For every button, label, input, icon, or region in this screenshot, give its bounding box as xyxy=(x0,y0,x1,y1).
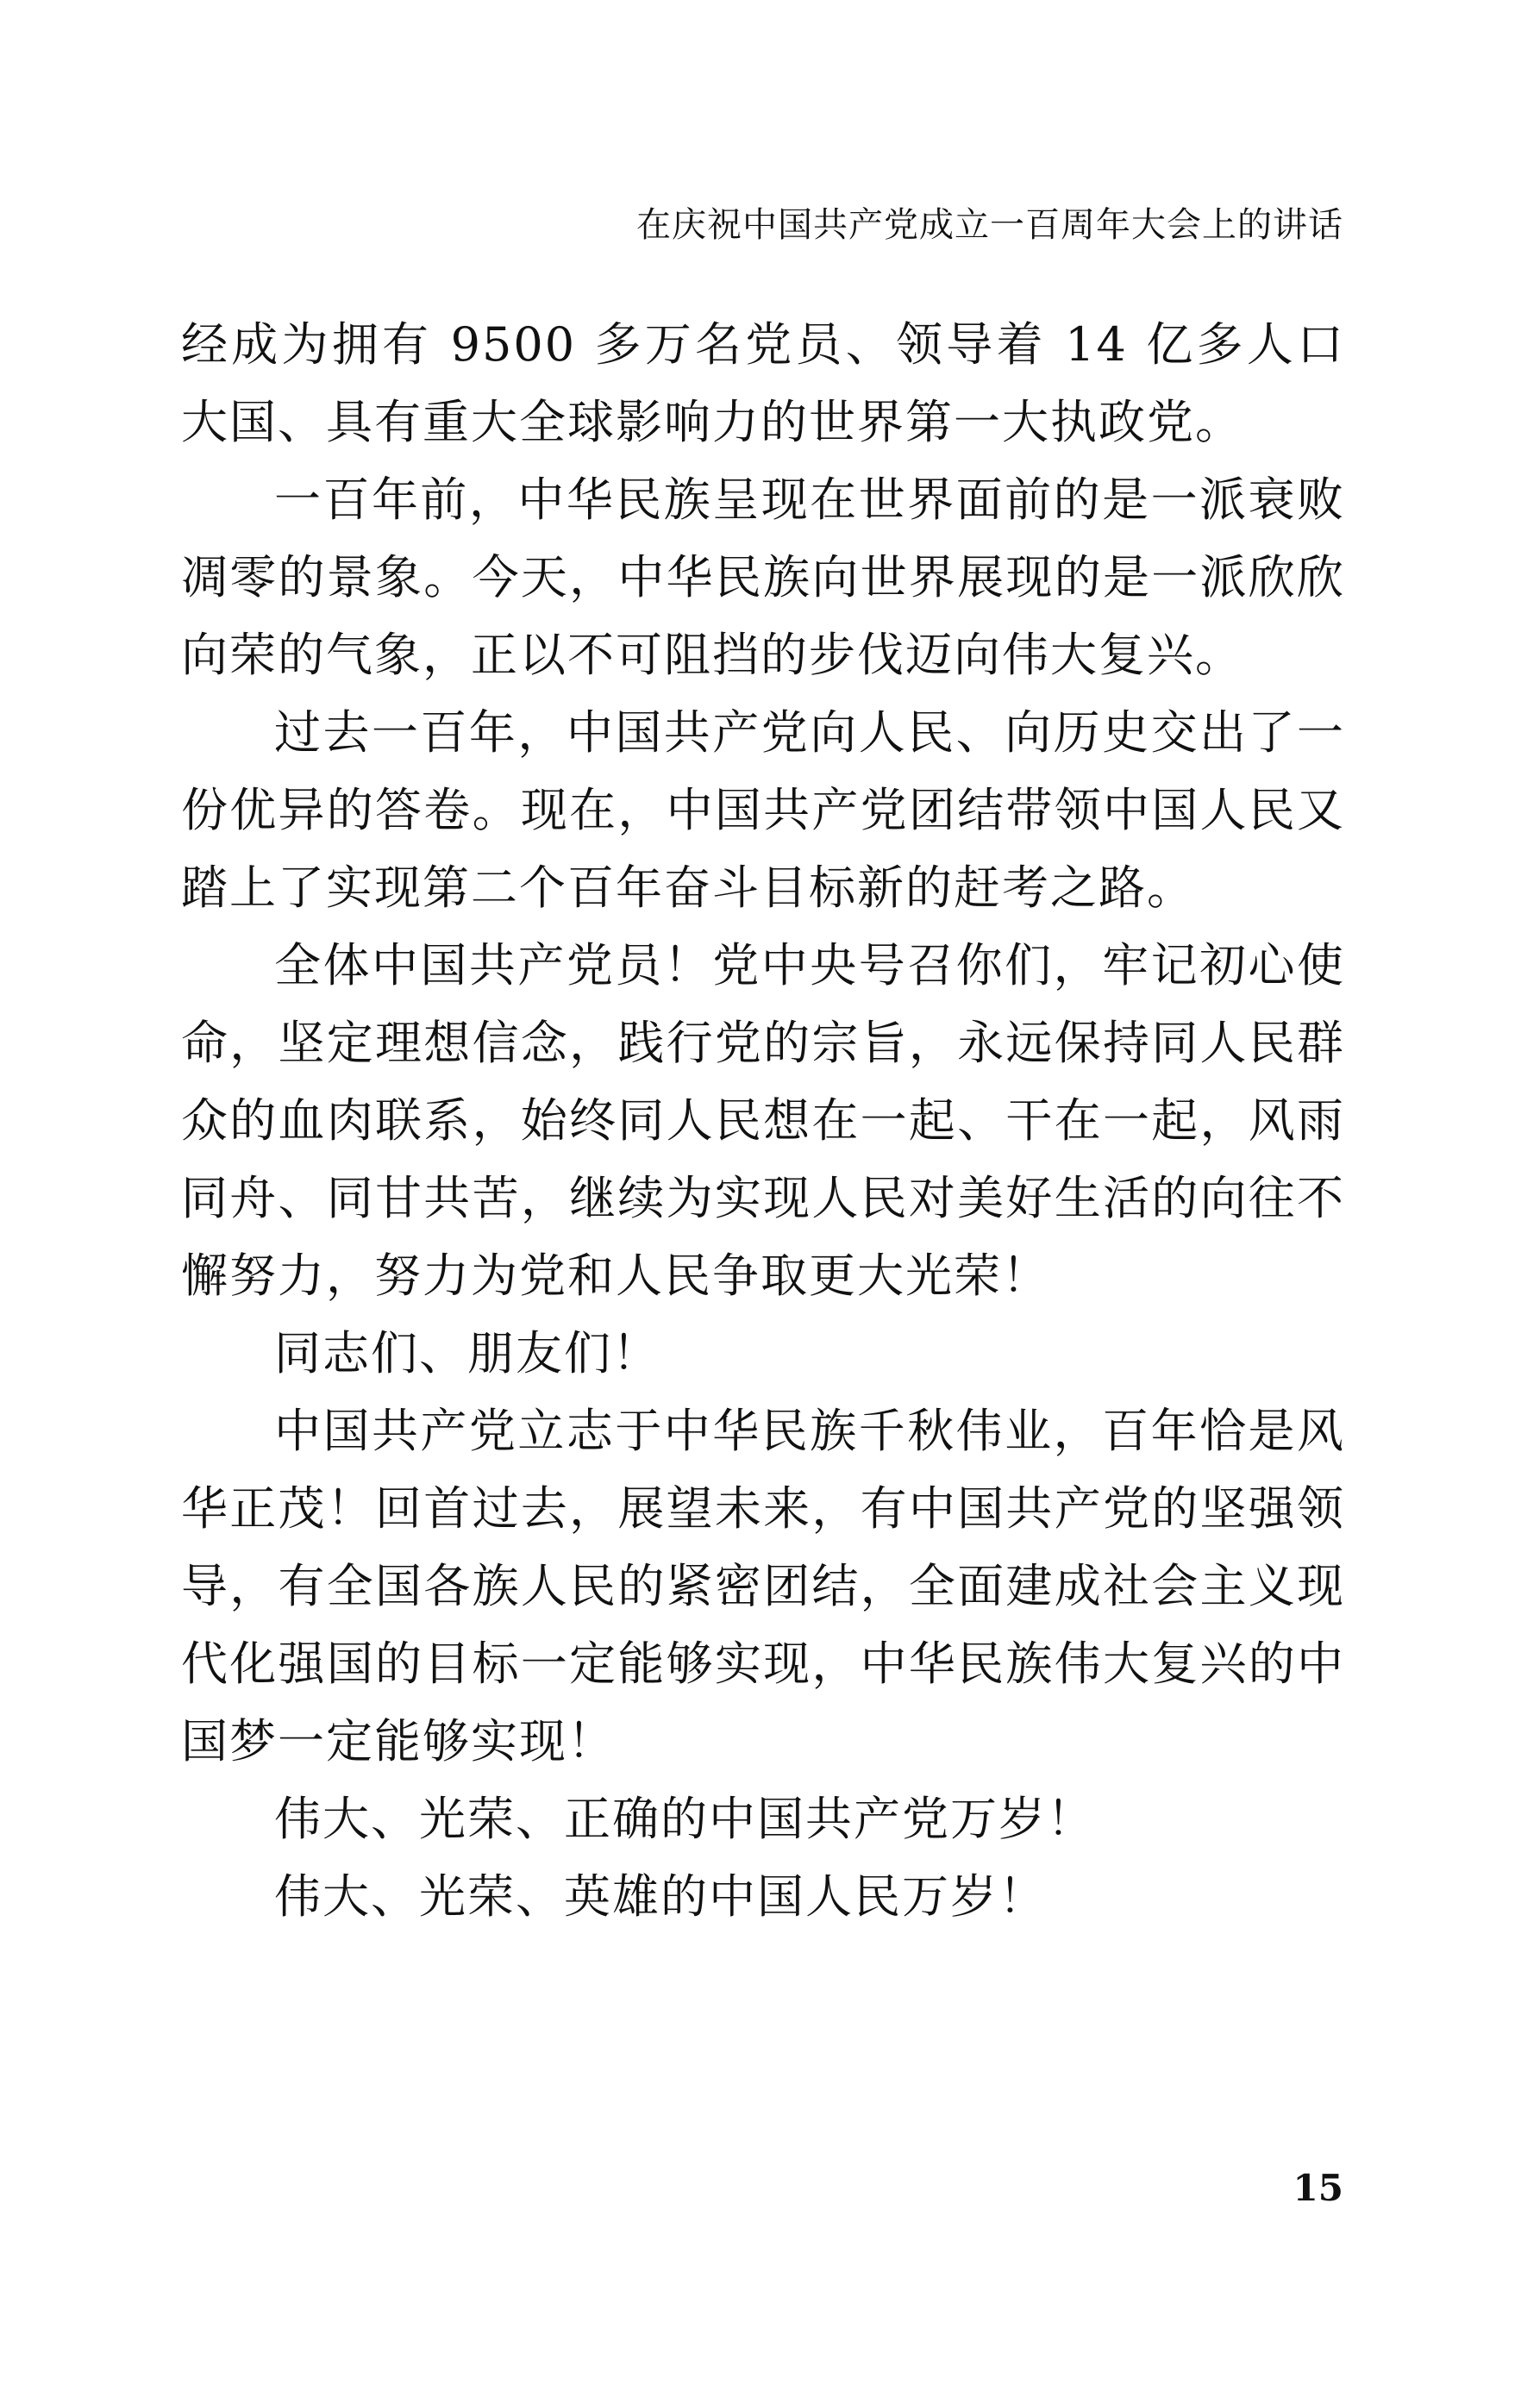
slogan-line: 伟大、光荣、英雄的中国人民万岁！ xyxy=(274,1869,1047,1924)
paragraph: 全体中国共产党员！党中央号召你们，牢记初心使命，坚定理想信念，践行党的宗旨，永远保持同人民群众的血肉联系，始终同人民想在一起、干在一起，风雨同舟、同甘共苦，继续为实现人民对美好生活的向往不懈努力，努力为党和人民争取更大光荣！ xyxy=(181,938,1345,1303)
page-number: 15 xyxy=(1293,2167,1343,2209)
paragraph: 中国共产党立志于中华民族千秋伟业，百年恰是风华正茂！回首过去，展望未来，有中国共产党的坚强领导，有全国各族人民的紧密团结，全面建成社会主义现代化强国的目标一定能够实现，中华民族伟大复兴的中国梦一定能够实现！ xyxy=(181,1404,1345,1768)
paragraph: 过去一百年，中国共产党向人民、向历史交出了一份优异的答卷。现在，中国共产党团结带领中国人民又踏上了实现第二个百年奋斗目标新的赶考之路。 xyxy=(181,705,1345,915)
paragraph: 一百年前，中华民族呈现在世界面前的是一派衰败凋零的景象。今天，中华民族向世界展现的是一派欣欣向荣的气象，正以不可阻挡的步伐迈向伟大复兴。 xyxy=(181,473,1345,682)
running-header: 在庆祝中国共产党成立一百周年大会上的讲话 xyxy=(636,205,1343,245)
body-text xyxy=(181,306,1345,1936)
slogan-line: 伟大、光荣、正确的中国共产党万岁！ xyxy=(274,1792,1095,1846)
paragraph-continuation: 经成为拥有 9500 多万名党员、领导着 14 亿多人口大国、具有重大全球影响力的世界第一大执政党。 xyxy=(181,317,1345,449)
paragraph-salutation: 同志们、朋友们！ xyxy=(274,1326,660,1380)
